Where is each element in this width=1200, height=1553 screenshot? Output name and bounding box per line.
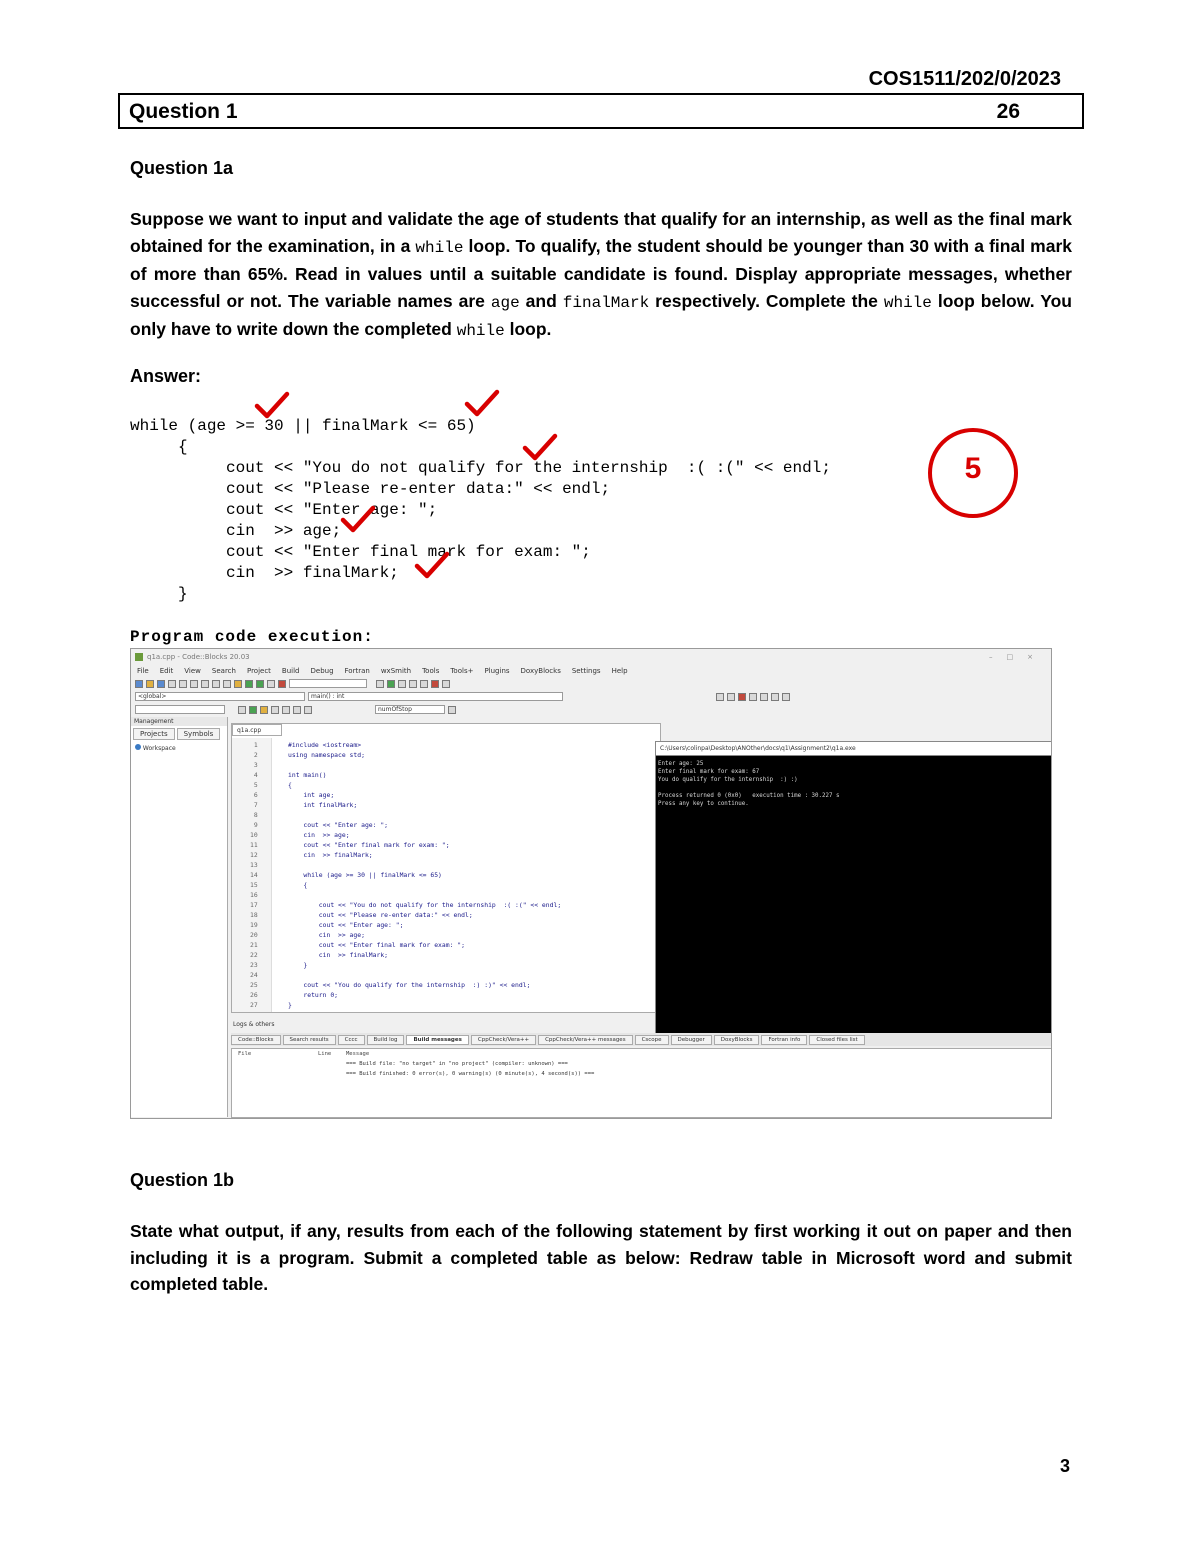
inline-code: age bbox=[490, 293, 520, 312]
block-icon[interactable] bbox=[304, 706, 312, 714]
open-file-icon[interactable] bbox=[146, 680, 154, 688]
rebuild-icon[interactable] bbox=[267, 680, 275, 688]
menu-item-doxyblocks[interactable]: DoxyBlocks bbox=[520, 667, 561, 675]
build-icon[interactable] bbox=[234, 680, 242, 688]
file-combo[interactable] bbox=[135, 705, 225, 714]
q1b-body: State what output, if any, results from each of the following statement by first working it out on paper and then including it is a program. Submit a completed table as below: bbox=[130, 1221, 1072, 1268]
line-number: 5 bbox=[253, 781, 258, 789]
ide-screenshot bbox=[130, 648, 1052, 1119]
inline-code: while bbox=[883, 293, 932, 312]
jump-icon[interactable] bbox=[238, 706, 246, 714]
answer-code-line: cout << "You do not qualify for the internship :( :(" << endl; bbox=[130, 459, 831, 477]
source-line: int finalMark; bbox=[288, 801, 358, 809]
q1a-text-run: Suppose we want to input and validate the age of students that qualify for an internship, as well as the final mark obtained for the examination, in a bbox=[130, 209, 1072, 256]
uncomment-icon[interactable] bbox=[782, 693, 790, 701]
console-line bbox=[658, 784, 839, 792]
answer-code-line: cout << "Please re-enter data:" << endl; bbox=[130, 480, 611, 498]
nav-back-icon[interactable] bbox=[716, 693, 724, 701]
source-line bbox=[288, 860, 561, 870]
line-number: 4 bbox=[253, 771, 258, 779]
score-circle bbox=[928, 428, 1018, 518]
source-line: cout << "Enter final mark for exam: "; bbox=[288, 941, 465, 949]
source-line bbox=[288, 810, 561, 820]
answer-code-block bbox=[130, 416, 831, 605]
line-number: 25 bbox=[250, 981, 258, 989]
log-col-message[interactable]: Message bbox=[346, 1051, 370, 1057]
source-line: cout << "Enter age: "; bbox=[288, 821, 389, 829]
source-line: cin >> age; bbox=[288, 931, 365, 939]
q1a-text-run: loop. bbox=[504, 319, 552, 339]
ide-search-bar bbox=[131, 703, 1051, 716]
source-line: { bbox=[288, 881, 308, 889]
source-line: cin >> finalMark; bbox=[288, 951, 389, 959]
course-code: COS1511/202/0/2023 bbox=[868, 68, 1061, 90]
source-line bbox=[288, 970, 561, 980]
log-tab[interactable]: Build messages bbox=[406, 1035, 468, 1045]
highlight-icon[interactable] bbox=[260, 706, 268, 714]
question-header-box bbox=[118, 93, 1084, 129]
nav-forward-icon[interactable] bbox=[727, 693, 735, 701]
line-number: 12 bbox=[250, 851, 258, 859]
ide-title-bar bbox=[131, 649, 1051, 665]
workspace-icon bbox=[135, 744, 141, 750]
run-icon[interactable] bbox=[245, 680, 253, 688]
line-number: 3 bbox=[253, 761, 258, 769]
page-number: 3 bbox=[1060, 1456, 1071, 1476]
source-line: cin >> age; bbox=[288, 831, 350, 839]
menu-item-file[interactable]: File bbox=[137, 667, 149, 675]
editor-source[interactable] bbox=[288, 740, 561, 1010]
abort-icon[interactable] bbox=[278, 680, 286, 688]
line-number: 9 bbox=[253, 821, 258, 829]
line-number: 15 bbox=[250, 881, 258, 889]
source-line: while (age >= 30 || finalMark <= 65) bbox=[288, 871, 442, 879]
log-header-row bbox=[232, 1049, 1052, 1059]
menu-item-plugins[interactable]: Plugins bbox=[484, 667, 510, 675]
log-tab[interactable]: Search results bbox=[283, 1035, 336, 1045]
check-mark-icon bbox=[338, 504, 378, 536]
menu-item-debug[interactable]: Debug bbox=[310, 667, 334, 675]
function-combo[interactable]: main() : int bbox=[308, 692, 563, 701]
match-case-icon[interactable] bbox=[271, 706, 279, 714]
check-mark-icon bbox=[412, 550, 452, 582]
line-number: 10 bbox=[250, 831, 258, 839]
management-panel bbox=[131, 717, 228, 1117]
answer-code-line: cout << "Enter final mark for exam: "; bbox=[130, 543, 591, 561]
ide-window-title: q1a.cpp - Code::Blocks 20.03 bbox=[147, 653, 250, 661]
source-line: } bbox=[288, 1001, 292, 1009]
source-line bbox=[288, 890, 561, 900]
q1a-text-run: loop below. You only have to write down the completed bbox=[130, 290, 1072, 339]
log-messages bbox=[232, 1059, 1052, 1079]
comment-icon[interactable] bbox=[771, 693, 779, 701]
console-title-bar: C:\Users\colinpa\Desktop\ANOther\docs\q1\Assignment2\q1a.exe bbox=[655, 741, 1052, 756]
scope-combo[interactable]: <global> bbox=[135, 692, 305, 701]
source-line bbox=[288, 760, 561, 770]
menu-item-help[interactable]: Help bbox=[611, 667, 628, 675]
select-icon[interactable] bbox=[293, 706, 301, 714]
line-number: 17 bbox=[250, 901, 258, 909]
line-number: 6 bbox=[253, 791, 258, 799]
answer-code-line: while (age >= 30 || finalMark <= 65) bbox=[130, 417, 476, 435]
source-line: cout << "Enter age: "; bbox=[288, 921, 404, 929]
source-line: cin >> finalMark; bbox=[288, 851, 373, 859]
answer-code-line: } bbox=[130, 585, 188, 603]
cut-icon[interactable] bbox=[190, 680, 198, 688]
build-run-icon[interactable] bbox=[256, 680, 264, 688]
line-number: 22 bbox=[250, 951, 258, 959]
line-number: 2 bbox=[253, 751, 258, 759]
console-output bbox=[658, 760, 839, 808]
debug-run-icon[interactable] bbox=[387, 680, 395, 688]
menu-item-fortran[interactable]: Fortran bbox=[344, 667, 370, 675]
menu-item-project[interactable]: Project bbox=[246, 667, 271, 675]
logs-tabs bbox=[231, 1033, 1052, 1046]
line-number: 13 bbox=[250, 861, 258, 869]
log-tab[interactable]: DoxyBlocks bbox=[714, 1035, 760, 1045]
question-title: Question 1 bbox=[129, 100, 238, 123]
search-icon[interactable] bbox=[448, 706, 456, 714]
find-icon[interactable] bbox=[223, 680, 231, 688]
q1b-body-tail: and submit completed table. bbox=[130, 1247, 1072, 1294]
new-file-icon[interactable] bbox=[135, 680, 143, 688]
editor-file-tab[interactable]: q1a.cpp bbox=[232, 724, 282, 736]
line-number: 19 bbox=[250, 921, 258, 929]
build-target-combo[interactable] bbox=[289, 679, 367, 688]
line-number: 20 bbox=[250, 931, 258, 939]
line-number: 16 bbox=[250, 891, 258, 899]
answer-code-line: cout << "Enter age: "; bbox=[130, 501, 438, 519]
check-mark-icon bbox=[252, 390, 292, 422]
line-number: 23 bbox=[250, 961, 258, 969]
source-line: #include <iostream> bbox=[288, 741, 362, 749]
line-number: 7 bbox=[253, 801, 258, 809]
line-number: 11 bbox=[250, 841, 258, 849]
tab-symbols[interactable]: Symbols bbox=[177, 728, 221, 740]
source-line: cout << "You do qualify for the internship :) :)" << endl; bbox=[288, 981, 531, 989]
console-line: Enter final mark for exam: 67 bbox=[658, 769, 760, 775]
save-icon[interactable] bbox=[157, 680, 165, 688]
workspace-tree bbox=[131, 742, 227, 754]
check-mark-icon bbox=[462, 388, 502, 420]
source-line: int age; bbox=[288, 791, 335, 799]
log-tab[interactable]: Closed files list bbox=[809, 1035, 864, 1045]
source-line: using namespace std; bbox=[288, 751, 365, 759]
menu-item-build[interactable]: Build bbox=[281, 667, 300, 675]
log-tab[interactable]: Cccc bbox=[338, 1035, 365, 1045]
code-editor[interactable] bbox=[231, 723, 661, 1013]
q1a-text-run: and bbox=[519, 290, 563, 311]
step-out-icon[interactable] bbox=[420, 680, 428, 688]
bookmark-next-icon[interactable] bbox=[749, 693, 757, 701]
line-number: 14 bbox=[250, 871, 258, 879]
answer-code-line: { bbox=[130, 438, 188, 456]
console-window[interactable] bbox=[655, 741, 1052, 1037]
copy-icon[interactable] bbox=[201, 680, 209, 688]
menu-item-view[interactable]: View bbox=[184, 667, 201, 675]
log-col-file[interactable]: File bbox=[238, 1051, 252, 1057]
log-tab[interactable]: Debugger bbox=[671, 1035, 712, 1045]
log-line: === Build file: "no target" in "no project" (compiler: unknown) === bbox=[346, 1061, 568, 1067]
log-tab[interactable]: CppCheck/Vera++ bbox=[471, 1035, 536, 1045]
undo-icon[interactable] bbox=[168, 680, 176, 688]
management-tabs bbox=[131, 726, 227, 742]
step-icon[interactable] bbox=[398, 680, 406, 688]
menu-item-tools[interactable]: Tools+ bbox=[450, 667, 474, 675]
execution-label: Program code execution: bbox=[130, 628, 374, 646]
q1a-heading: Question 1a bbox=[130, 158, 234, 178]
menu-item-settings[interactable]: Settings bbox=[571, 667, 601, 675]
ide-menu-bar bbox=[131, 665, 1051, 677]
jump-forward-icon[interactable] bbox=[249, 706, 257, 714]
management-label: Management bbox=[131, 717, 227, 726]
step-into-icon[interactable] bbox=[409, 680, 417, 688]
source-line: } bbox=[288, 961, 308, 969]
answer-label: Answer: bbox=[130, 366, 202, 386]
question-marks: 26 bbox=[996, 100, 1020, 123]
answer-code-line: cin >> age; bbox=[130, 522, 342, 540]
window-controls-icon[interactable]: –□× bbox=[989, 653, 1047, 661]
debug-icon[interactable] bbox=[376, 680, 384, 688]
source-line: cout << "You do not qualify for the internship :( :(" << endl; bbox=[288, 901, 562, 909]
log-col-line[interactable]: Line bbox=[318, 1051, 332, 1057]
log-tab[interactable]: Cscope bbox=[635, 1035, 669, 1045]
codeblocks-logo-icon bbox=[135, 653, 143, 661]
source-line: cout << "Please re-enter data:" << endl; bbox=[288, 911, 473, 919]
menu-item-tools[interactable]: Tools bbox=[422, 667, 440, 675]
search-combo[interactable]: numOfStop bbox=[375, 705, 445, 714]
q1b-emphasis: Redraw table in Microsoft word bbox=[689, 1247, 966, 1268]
console-line: Press any key to continue. bbox=[658, 801, 749, 807]
menu-item-search[interactable]: Search bbox=[211, 667, 236, 675]
source-line: cout << "Enter final mark for exam: "; bbox=[288, 841, 450, 849]
line-number: 21 bbox=[250, 941, 258, 949]
q1a-text-run: respectively. Complete the bbox=[649, 290, 884, 311]
console-line: You do qualify for the internship :) :) bbox=[658, 777, 798, 783]
source-line: return 0; bbox=[288, 991, 339, 999]
menu-item-wxsmith[interactable]: wxSmith bbox=[380, 667, 412, 675]
console-line: Process returned 0 (0x0) execution time : 30.227 s bbox=[658, 793, 840, 799]
paste-icon[interactable] bbox=[212, 680, 220, 688]
console-line: Enter age: 25 bbox=[658, 761, 704, 767]
q1a-question-text bbox=[130, 206, 1072, 345]
debug-windows-icon[interactable] bbox=[442, 680, 450, 688]
score-value: 5 bbox=[964, 452, 982, 485]
log-tab[interactable]: Build log bbox=[367, 1035, 405, 1045]
logs-label: Logs & others bbox=[233, 1021, 275, 1028]
tab-projects[interactable]: Projects bbox=[133, 728, 175, 740]
inline-code: finalMark bbox=[562, 293, 650, 312]
ide-toolbar bbox=[131, 677, 1051, 690]
ide-code-completion-bar bbox=[131, 690, 1051, 703]
q1b-question-text bbox=[130, 1218, 1072, 1298]
q1b-heading: Question 1b bbox=[130, 1170, 235, 1190]
q1a-text-run: loop. To qualify, the student should be younger than 30 with a final mark of more than 65%. Read in values until a suitable candidate is found. Display appropriate messages, whether successful or not. The variable names are bbox=[130, 235, 1072, 311]
check-mark-icon bbox=[520, 432, 560, 464]
regex-icon[interactable] bbox=[282, 706, 290, 714]
log-line: === Build finished: 0 error(s), 0 warning(s) (0 minute(s), 4 second(s)) === bbox=[346, 1071, 595, 1077]
line-number: 1 bbox=[253, 741, 258, 749]
inline-code: while bbox=[456, 322, 505, 340]
menu-item-edit[interactable]: Edit bbox=[159, 667, 174, 675]
build-messages-panel bbox=[231, 1048, 1052, 1118]
line-number: 18 bbox=[250, 911, 258, 919]
answer-code-line: cin >> finalMark; bbox=[130, 564, 399, 582]
workspace-label[interactable]: Workspace bbox=[142, 745, 176, 752]
redo-icon[interactable] bbox=[179, 680, 187, 688]
line-number: 26 bbox=[250, 991, 258, 999]
inline-code: while bbox=[415, 238, 464, 257]
source-line: int main() bbox=[288, 771, 327, 779]
line-number: 8 bbox=[253, 811, 258, 819]
log-tab[interactable]: CppCheck/Vera++ messages bbox=[538, 1035, 633, 1045]
stop-debug-icon[interactable] bbox=[431, 680, 439, 688]
bookmark-icon[interactable] bbox=[738, 693, 746, 701]
line-numbers bbox=[250, 740, 258, 1010]
log-tab[interactable]: Code::Blocks bbox=[231, 1035, 281, 1045]
line-number: 27 bbox=[250, 1001, 258, 1009]
log-tab[interactable]: Fortran info bbox=[761, 1035, 807, 1045]
source-line: { bbox=[288, 781, 292, 789]
line-number: 24 bbox=[250, 971, 258, 979]
bookmark-prev-icon[interactable] bbox=[760, 693, 768, 701]
